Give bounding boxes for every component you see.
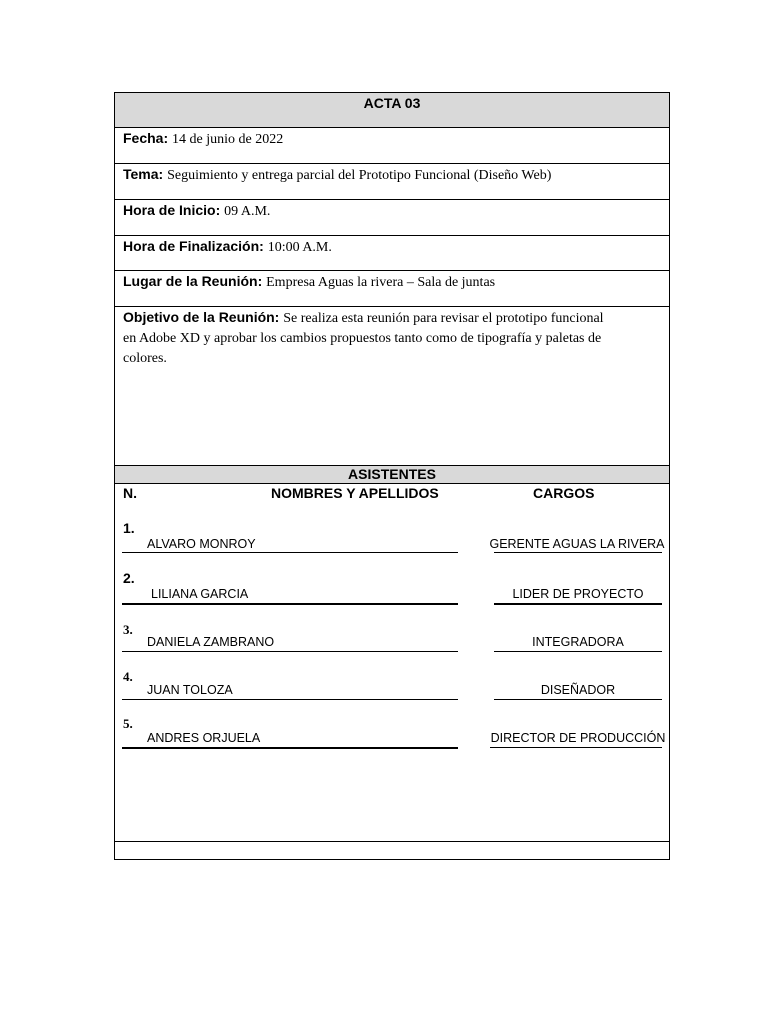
name-underline: [122, 552, 458, 553]
attendee-num: 3.: [123, 622, 133, 637]
fecha-label: Fecha:: [123, 130, 169, 146]
cargo-underline: [490, 747, 662, 748]
attendee-num: 2.: [123, 570, 135, 586]
lugar-label: Lugar de la Reunión:: [123, 273, 263, 289]
name-underline: [122, 603, 458, 605]
hora-fin-label: Hora de Finalización:: [123, 238, 264, 254]
attendee-name: ALVARO MONROY: [147, 537, 256, 551]
attendee-name: DANIELA ZAMBRANO: [147, 635, 275, 649]
acta-document: [114, 92, 670, 860]
tema-row: [115, 164, 669, 200]
col-names-header: NOMBRES Y APELLIDOS: [271, 485, 439, 501]
col-cargos-header: CARGOS: [533, 485, 595, 501]
cargo-underline: [494, 552, 662, 553]
fecha-row: [115, 128, 669, 164]
attendee-cargo: DISEÑADOR: [540, 683, 616, 697]
footer-divider: [115, 841, 669, 842]
attendee-num: 1.: [123, 520, 135, 536]
lugar-row: [115, 271, 669, 307]
hora-fin-value: 10:00 A.M.: [267, 240, 332, 255]
attendee-num: 4.: [123, 669, 133, 684]
lugar-value: Empresa Aguas la rivera – Sala de juntas: [266, 275, 496, 290]
hora-fin-row: [115, 236, 669, 271]
objetivo-value: Se realiza esta reunión para revisar el prototipo funcional en Adobe XD y aprobar los cambios propuestos tanto como de tipografía y paletas de colores.: [123, 311, 604, 366]
attendee-cargo: GERENTE AGUAS LA RIVERA: [489, 537, 665, 551]
hora-inicio-value: 09 A.M.: [224, 204, 271, 219]
attendee-name: LILIANA GARCIA: [151, 587, 249, 601]
fecha-value: 14 de junio de 2022: [172, 132, 284, 147]
attendee-num: 5.: [123, 716, 133, 731]
name-underline: [122, 699, 458, 700]
objetivo-row: [115, 307, 669, 466]
col-num-header: N.: [123, 485, 137, 501]
name-underline: [122, 747, 458, 749]
attendee-name: ANDRES ORJUELA: [147, 731, 261, 745]
cargo-underline: [494, 651, 662, 652]
attendee-cargo: INTEGRADORA: [532, 635, 624, 649]
hora-inicio-label: Hora de Inicio:: [123, 202, 221, 218]
acta-title: ACTA 03: [115, 93, 669, 128]
cargo-underline: [494, 699, 662, 700]
name-underline: [122, 651, 458, 652]
attendee-cargo: DIRECTOR DE PRODUCCIÓN: [490, 731, 666, 745]
attendee-cargo: LIDER DE PROYECTO: [512, 587, 644, 601]
tema-label: Tema:: [123, 166, 164, 182]
cargo-underline: [494, 603, 662, 605]
hora-inicio-row: [115, 200, 669, 236]
asistentes-title: ASISTENTES: [115, 466, 669, 484]
objetivo-label: Objetivo de la Reunión:: [123, 309, 280, 325]
tema-value: Seguimiento y entrega parcial del Prototipo Funcional (Diseño Web): [167, 168, 552, 183]
attendee-name: JUAN TOLOZA: [147, 683, 233, 697]
